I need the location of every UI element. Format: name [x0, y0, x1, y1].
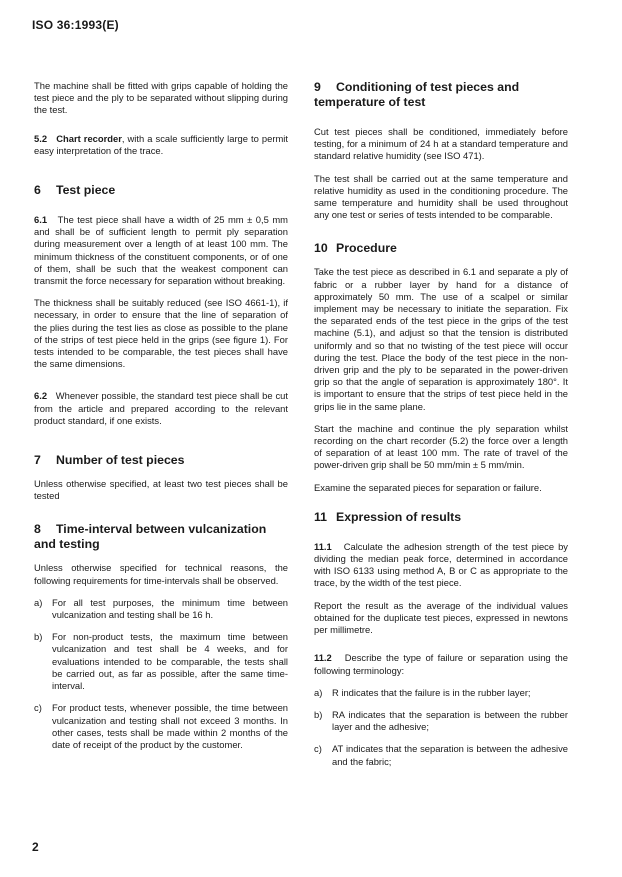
thickness-paragraph: The thickness shall be suitably reduced (see ISO 4661-1), if necessary, in order to ensure that the line of separation of the plies during the test lies as close as possible to the plane of the strips of test piece held in the grips (see figure 1). For tests intended to be comparable, the test pieces shall have the same dimensions.: [34, 297, 288, 370]
section-11-1: 11.1 Calculate the adhesion strength of the test piece by dividing the median peak force, determined in accordance with ISO 6133 using method A, B or C as appropriate to the trace, by the width of the test piece.: [314, 540, 568, 589]
heading-8: 8 Time-interval between vulcanization and testing: [34, 522, 267, 552]
list-item: b) For non-product tests, the maximum time between vulcanization and test shall be 4 weeks, and for evaluations intended to be comparable, the tests shall be carried out, as far as possible, after the same time-interval.: [34, 631, 288, 692]
heading-7: 7 Number of test pieces: [34, 453, 185, 468]
section-6-1: 6.1 The test piece shall have a width of 25 mm ± 0,5 mm and shall be of sufficient length to permit ply separation during measurement over a length of at least 100 mm. The minimum thickness of the constituent components, or of one of them, shall be such that the weakest component can transmit the force necessary for separation without breaking.: [34, 214, 288, 287]
page-number: 2: [32, 840, 39, 854]
section-7-text: Unless otherwise specified, at least two test pieces shall be tested: [34, 478, 288, 502]
section-9-text-2: The test shall be carried out at the same temperature and relative humidity as used in the conditioning procedure. The same temperature and humidity shall be used throughout any one test or series of tests intended to be comparable.: [314, 172, 568, 221]
section-10-text-1: Take the test piece as described in 6.1 and separate a ply of fabric or a rubber layer by hand for a distance of approximately 50 mm. The use of a scalpel or similar implement may be necessary to initiate the separation. Fix the separated ends of the test piece in the grips of the test machine (5.1), and adjust so that the tension is distributed uniformly and so that no twisting of the test piece will occur during the test. Place the body of the test piece in the non-driven grip and the ply to be separated in the power-driven grip so that the angle of separation is approximately 180°. It is important to ensure that the strips of test piece held in the grips lie in the same plane.: [314, 266, 568, 412]
section-6-2: 6.2 Whenever possible, the standard test piece shall be cut from the article and prepared according to the relevant product standard, if one exists.: [34, 390, 288, 426]
section-5-2-number: 5.2: [34, 132, 48, 144]
section-10-text-3: Examine the separated pieces for separation or failure.: [314, 481, 542, 493]
report-paragraph: Report the result as the average of the individual values obtained for the duplicate test pieces, expressed in newtons per millimetre.: [314, 599, 568, 636]
grips-paragraph: The machine shall be fitted with grips capable of holding the test piece and the ply to be separated without slipping during the test.: [34, 80, 288, 116]
heading-10: 10 Procedure: [314, 241, 397, 256]
list-item: a) R indicates that the failure is in the rubber layer;: [314, 686, 531, 698]
section-5-2-title: Chart recorder: [56, 132, 122, 144]
list-item: c) AT indicates that the separation is between the adhesive and the fabric;: [314, 743, 568, 767]
section-10-text-2: Start the machine and continue the ply separation whilst recording on the chart recorder (5.2) the force over a length of separation of at least 100 mm. The rate of travel of the power-driven grip shall be 50 mm/min ± 5 mm/min.: [314, 422, 568, 471]
list-item: c) For product tests, whenever possible, the time between vulcanization and testing shall not exceed 3 months. In other cases, tests shall be made within 2 months of the date of receipt of the product by the customer.: [34, 702, 288, 750]
heading-9: 9 Conditioning of test pieces and temperature of test: [314, 80, 520, 109]
section-11-2: 11.2 Describe the type of failure or separation using the following terminology:: [314, 652, 568, 676]
section-9-text-1: Cut test pieces shall be conditioned, immediately before testing, for a minimum of 24 h at a standard temperature and standard relative humidity (see ISO 471).: [314, 126, 568, 162]
section-5-2: [34, 133, 288, 157]
section-8-text: Unless otherwise specified for technical reasons, the following requirements for time-intervals shall be observed.: [34, 562, 288, 586]
list-item: a) For all test purposes, the minimum time between vulcanization and testing shall be 16 h.: [34, 596, 288, 621]
heading-6: 6 Test piece: [34, 183, 116, 198]
right-column: [314, 80, 568, 778]
list-item: b) RA indicates that the separation is between the rubber layer and the adhesive;: [314, 708, 568, 733]
left-column: [34, 80, 288, 761]
heading-11: 11 Expression of results: [314, 509, 462, 524]
page-header: ISO 36:1993(E): [32, 18, 119, 32]
section-5-2-text: , with a scale sufficiently large to permit easy interpretation of the trace.: [34, 132, 288, 156]
